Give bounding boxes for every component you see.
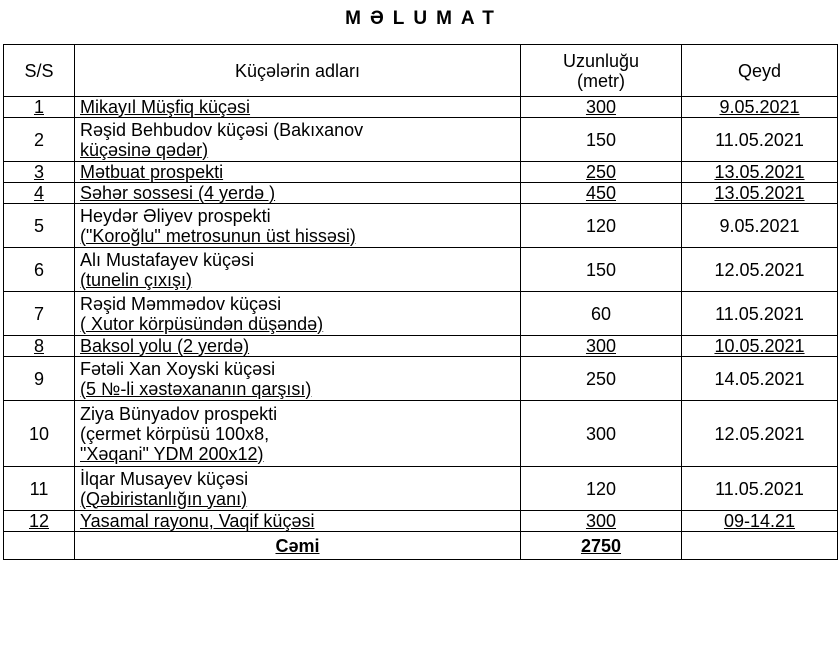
header-street: Küçələrin adları bbox=[75, 45, 521, 97]
length-value: 150 bbox=[521, 118, 682, 162]
street-name bbox=[75, 467, 521, 511]
table-row bbox=[4, 204, 838, 248]
length-value: 300 bbox=[521, 511, 682, 532]
table-header-row bbox=[4, 45, 838, 97]
street-name bbox=[75, 292, 521, 336]
street-name-line: Yasamal rayonu, Vaqif küçəsi bbox=[80, 511, 315, 531]
street-name-line: İlqar Musayev küçəsi bbox=[80, 468, 249, 489]
total-length: 2750 bbox=[521, 532, 682, 560]
row-number: 1 bbox=[4, 97, 75, 118]
street-name-line: Səhər sossesi (4 yerdə ) bbox=[80, 183, 276, 203]
row-number: 4 bbox=[4, 183, 75, 204]
row-number: 6 bbox=[4, 248, 75, 292]
street-name-line: Fətəli Xan Xoyski küçəsi bbox=[80, 358, 276, 379]
street-name-line: (tunelin çıxışı) bbox=[80, 269, 193, 290]
street-name-line: (çermet körpüsü 100x8, bbox=[80, 423, 270, 444]
street-name-line: Mətbuat prospekti bbox=[80, 162, 224, 182]
length-value: 60 bbox=[521, 292, 682, 336]
table-row bbox=[4, 467, 838, 511]
street-name-line: (5 №-li xəstəxananın qarşısı) bbox=[80, 378, 312, 399]
length-value: 250 bbox=[521, 357, 682, 401]
total-note-empty bbox=[682, 532, 838, 560]
street-name bbox=[75, 511, 521, 532]
header-note: Qeyd bbox=[682, 45, 838, 97]
street-name bbox=[75, 401, 521, 467]
date-note: 12.05.2021 bbox=[682, 401, 838, 467]
total-row bbox=[4, 532, 838, 560]
date-note: 13.05.2021 bbox=[682, 183, 838, 204]
table-row bbox=[4, 336, 838, 357]
streets-table bbox=[3, 44, 838, 560]
row-number: 7 bbox=[4, 292, 75, 336]
header-length-line1: Uzunluğu bbox=[562, 50, 640, 71]
street-name bbox=[75, 204, 521, 248]
table-body bbox=[4, 97, 838, 560]
date-note: 14.05.2021 bbox=[682, 357, 838, 401]
length-value: 120 bbox=[521, 467, 682, 511]
row-number: 3 bbox=[4, 162, 75, 183]
date-note: 11.05.2021 bbox=[682, 292, 838, 336]
length-value: 250 bbox=[521, 162, 682, 183]
date-note: 09-14.21 bbox=[682, 511, 838, 532]
date-note: 11.05.2021 bbox=[682, 467, 838, 511]
date-note: 13.05.2021 bbox=[682, 162, 838, 183]
street-name bbox=[75, 248, 521, 292]
row-number: 9 bbox=[4, 357, 75, 401]
document-title: MƏLUMAT bbox=[345, 8, 503, 29]
row-number: 10 bbox=[4, 401, 75, 467]
street-name-line: Rəşid Behbudov küçəsi (Bakıxanov bbox=[80, 119, 364, 140]
length-value: 300 bbox=[521, 336, 682, 357]
total-label: Cəmi bbox=[75, 532, 521, 560]
table-row bbox=[4, 401, 838, 467]
street-name-line: Baksol yolu (2 yerdə) bbox=[80, 336, 250, 356]
row-number: 12 bbox=[4, 511, 75, 532]
street-name-line: Mikayıl Müşfiq küçəsi bbox=[80, 97, 251, 117]
table-row bbox=[4, 97, 838, 118]
table-row bbox=[4, 183, 838, 204]
table-row bbox=[4, 292, 838, 336]
date-note: 10.05.2021 bbox=[682, 336, 838, 357]
street-name-line: Alı Mustafayev küçəsi bbox=[80, 249, 255, 270]
street-name-line: "Xəqani" YDM 200x12) bbox=[80, 443, 264, 464]
street-name bbox=[75, 357, 521, 401]
street-name-line: Heydər Əliyev prospekti bbox=[80, 205, 271, 226]
length-value: 150 bbox=[521, 248, 682, 292]
length-value: 120 bbox=[521, 204, 682, 248]
date-note: 9.05.2021 bbox=[682, 204, 838, 248]
length-value: 300 bbox=[521, 97, 682, 118]
street-name bbox=[75, 183, 521, 204]
street-name bbox=[75, 162, 521, 183]
street-name-line: Ziya Bünyadov prospekti bbox=[80, 403, 278, 424]
street-name bbox=[75, 118, 521, 162]
length-value: 300 bbox=[521, 401, 682, 467]
street-name bbox=[75, 97, 521, 118]
total-empty-cell bbox=[4, 532, 75, 560]
date-note: 12.05.2021 bbox=[682, 248, 838, 292]
street-name bbox=[75, 336, 521, 357]
length-value: 450 bbox=[521, 183, 682, 204]
row-number: 11 bbox=[4, 467, 75, 511]
street-name-line: küçəsinə qədər) bbox=[80, 139, 209, 160]
header-length-line2: (metr) bbox=[577, 70, 625, 91]
row-number: 2 bbox=[4, 118, 75, 162]
table-row bbox=[4, 162, 838, 183]
table-row bbox=[4, 357, 838, 401]
table-row bbox=[4, 118, 838, 162]
date-note: 9.05.2021 bbox=[682, 97, 838, 118]
street-name-line: ("Koroğlu" metrosunun üst hissəsi) bbox=[80, 225, 356, 246]
date-note: 11.05.2021 bbox=[682, 118, 838, 162]
header-length bbox=[521, 45, 682, 97]
table-row bbox=[4, 511, 838, 532]
row-number: 5 bbox=[4, 204, 75, 248]
street-name-line: ( Xutor körpüsündən düşəndə) bbox=[80, 313, 324, 334]
street-name-line: Rəşid Məmmədov küçəsi bbox=[80, 293, 282, 314]
street-name-line: (Qəbiristanlığın yanı) bbox=[80, 488, 248, 509]
table-row bbox=[4, 248, 838, 292]
row-number: 8 bbox=[4, 336, 75, 357]
header-num: S/S bbox=[4, 45, 75, 97]
